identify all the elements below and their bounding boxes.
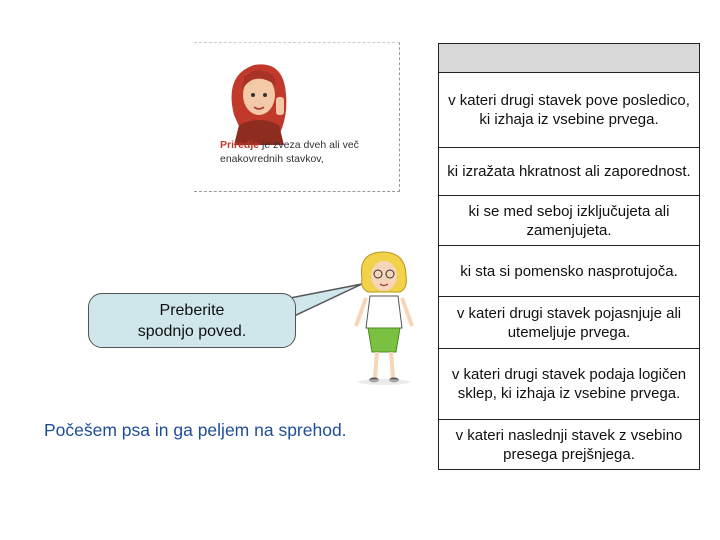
table-row: ki se med seboj izključujeta ali zamenjujeta. <box>439 195 699 245</box>
card-caption <box>220 138 390 166</box>
table-row: ki sta si pomensko nasprotujoča. <box>439 245 699 296</box>
caption-line2: enakovrednih stavkov, <box>220 153 324 165</box>
speech-bubble <box>88 293 296 348</box>
red-haired-woman-illustration <box>214 55 304 145</box>
definitions-table <box>438 43 700 470</box>
caption-highlight: Priredje <box>220 139 260 151</box>
table-header <box>439 44 699 73</box>
bubble-text-line1: Preberite <box>159 301 225 319</box>
bubble-text-line2: spodnjo poved. <box>137 322 247 340</box>
illustration-card <box>194 42 400 192</box>
blonde-woman-illustration <box>350 248 420 388</box>
table-row: v kateri drugi stavek podaja logičen sklep, ki izhaja iz vsebine prvega. <box>439 348 699 419</box>
table-row: ki izražata hkratnost ali zaporednost. <box>439 147 699 195</box>
table-row: v kateri drugi stavek pojasnjuje ali utemeljuje prvega. <box>439 296 699 348</box>
table-row: v kateri drugi stavek pove posledico, ki izhaja iz vsebine prvega. <box>448 92 690 128</box>
caption-line1: je zveza dveh ali več <box>259 139 359 151</box>
table-row: v kateri naslednji stavek z vsebino presega prejšnjega. <box>439 419 699 470</box>
example-sentence: Počešem psa in ga peljem na sprehod. <box>44 420 347 440</box>
